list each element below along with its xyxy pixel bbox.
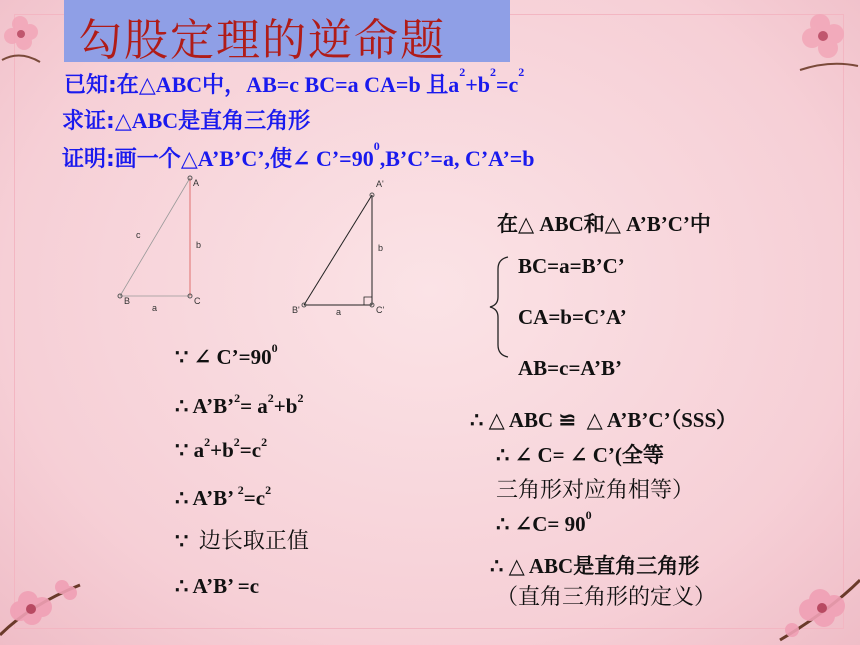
page-title: 勾股定理的逆命题	[78, 15, 446, 66]
step-text: A’B’ =c	[192, 574, 260, 598]
therefore-symbol: ∴	[496, 443, 510, 467]
prove-prefix: 求证:	[62, 109, 115, 134]
step-6	[175, 574, 259, 599]
therefore-symbol: ∴	[470, 408, 484, 432]
prove-text: ABC是直角三角形	[131, 108, 311, 133]
exponent: 2	[233, 435, 240, 449]
exponent: 2	[237, 483, 244, 497]
angle-symbol: ∠	[514, 443, 533, 467]
label-b-prime: b	[378, 243, 384, 253]
eq-ca: CA=b=C’A’	[518, 305, 627, 329]
step-text-3: +b	[273, 394, 298, 418]
angle-symbol: ∠	[292, 146, 316, 171]
angle-symbol: ∠	[514, 512, 533, 536]
triangle-symbol: △	[604, 212, 621, 236]
step-3	[175, 435, 268, 463]
eq-ab: AB=c=A’B’	[518, 356, 623, 380]
triangle-symbol: △	[138, 72, 156, 97]
proof-prefix: 证明:画一个	[62, 147, 181, 172]
step-text-2: =c	[243, 486, 266, 510]
label-C-prime: C'	[376, 305, 385, 315]
right-step-3: 三角形对应角相等）	[496, 478, 695, 503]
step-1	[175, 341, 278, 370]
exponent: 2	[489, 65, 496, 79]
triangle-symbol: △	[508, 554, 525, 578]
given-text-3: =c	[495, 72, 519, 97]
right-step-6: （直角三角形的定义）	[496, 585, 717, 610]
given-prefix: 已知:在	[64, 73, 139, 98]
therefore-symbol: ∴	[496, 512, 510, 536]
step-text: C= 90	[532, 512, 586, 536]
label-b: b	[196, 240, 202, 250]
eq-bc: BC=a=B’C’	[518, 254, 625, 278]
exponent: 2	[459, 65, 466, 79]
given-text: ABC中，AB=c BC=a CA=b 且a	[155, 72, 460, 97]
triangle-a-prime-figure	[290, 175, 400, 320]
header-text-2: A’B’C’中	[626, 212, 711, 236]
therefore-symbol: ∴	[490, 554, 504, 578]
step-2	[175, 391, 304, 419]
flower-top-right-icon	[790, 4, 860, 74]
triangle-symbol: △	[114, 108, 132, 133]
right-step-4	[496, 508, 592, 537]
step-text: a	[193, 438, 205, 462]
proof-text: A’B’C’,使	[197, 146, 293, 171]
angle-symbol: ∠	[569, 443, 588, 467]
exponent: 2	[234, 391, 241, 405]
therefore-symbol: ∴	[175, 394, 189, 418]
exponent: 2	[297, 391, 304, 405]
step-text: ABC是直角三角形	[528, 554, 700, 578]
label-c: c	[136, 230, 141, 240]
step-text: C=	[537, 443, 565, 467]
proof-text-3: ,B’C’=a, C’A’=b	[379, 146, 535, 171]
because-symbol: ∵	[175, 345, 189, 369]
label-B-prime: B'	[292, 305, 300, 315]
because-symbol: ∵	[175, 438, 189, 462]
step-text: 边长取正值	[198, 529, 309, 554]
step-5	[175, 524, 309, 555]
triangle-abc-figure	[110, 170, 220, 315]
label-a-prime: a	[336, 307, 342, 317]
label-B: B	[124, 296, 131, 306]
header-prefix: 在	[497, 212, 518, 236]
right-step-5	[490, 550, 699, 580]
exponent: 0	[271, 341, 278, 355]
step-text-2: A’B’C’（SSS）	[606, 408, 738, 432]
triangle-symbol: △	[586, 408, 603, 432]
exponent: 2	[261, 435, 268, 449]
exponent: 0	[585, 508, 592, 522]
exponent: 2	[204, 435, 211, 449]
exponent: 2	[265, 483, 272, 497]
because-symbol: ∵	[175, 529, 189, 553]
step-text: A’B’	[192, 394, 235, 418]
flower-bottom-left-icon	[0, 565, 90, 645]
step-text-2: +b	[210, 438, 234, 462]
therefore-symbol: ∴	[175, 574, 189, 598]
therefore-symbol: ∴	[175, 486, 189, 510]
step-text: A’B’	[192, 486, 238, 510]
flower-bottom-right-icon	[770, 560, 860, 645]
step-4	[175, 483, 272, 511]
label-C: C	[194, 296, 201, 306]
right-header	[497, 208, 711, 238]
step-text: C’=90	[216, 345, 272, 369]
exponent: 0	[373, 139, 380, 153]
triangle-symbol: △	[180, 146, 198, 171]
flower-top-left-icon	[0, 10, 60, 70]
proof-text-2: C’=90	[315, 146, 374, 171]
triangle-symbol: △	[518, 212, 535, 236]
congruent-symbol: ≌	[558, 408, 577, 432]
step-text-2: = a	[240, 394, 268, 418]
proof-line	[62, 139, 535, 173]
label-A: A	[193, 178, 200, 188]
header-text: ABC和	[539, 212, 605, 236]
step-text: ABC	[508, 408, 554, 432]
label-a: a	[152, 303, 158, 313]
angle-symbol: ∠	[193, 345, 212, 369]
prove-line	[62, 104, 310, 135]
right-step-2	[496, 439, 664, 469]
step-text-2: C’(全等	[592, 443, 664, 467]
exponent: 2	[518, 65, 525, 79]
triangle-symbol: △	[488, 408, 505, 432]
right-step-1	[470, 404, 737, 434]
step-text-3: =c	[239, 438, 262, 462]
given-line	[64, 65, 525, 99]
given-text-2: +b	[465, 72, 490, 97]
exponent: 2	[267, 391, 274, 405]
label-A-prime: A'	[376, 179, 384, 189]
brace-icon	[488, 255, 512, 359]
